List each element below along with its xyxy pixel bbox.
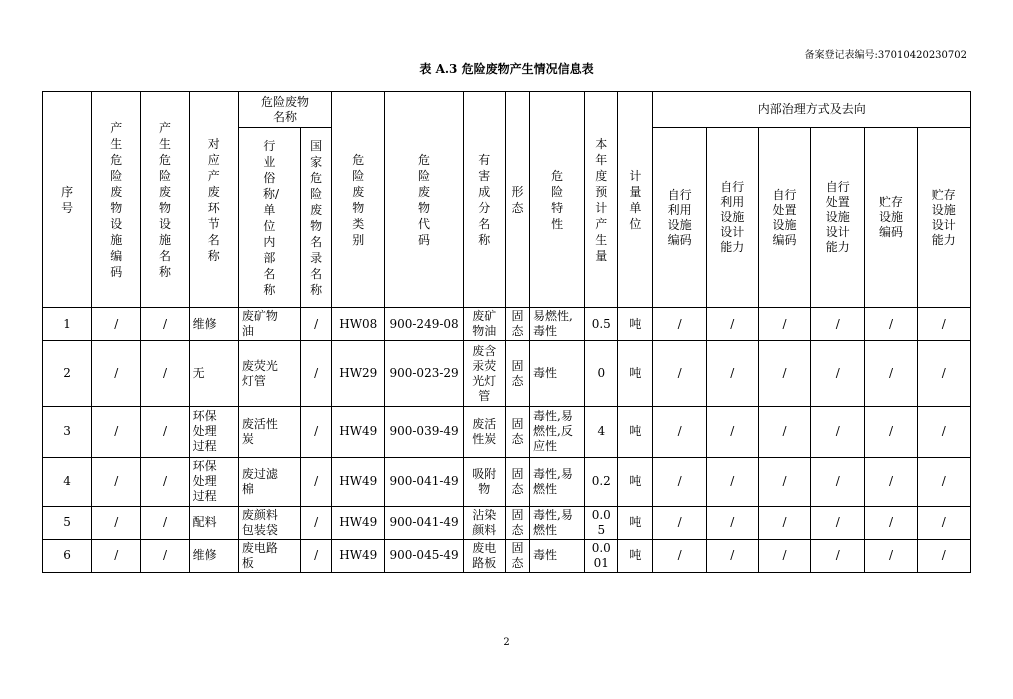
cell-c3: / bbox=[758, 539, 810, 572]
cell-seq: 6 bbox=[43, 539, 92, 572]
header-internal-group: 内部治理方式及去向 bbox=[653, 92, 971, 128]
cell-c6: / bbox=[917, 308, 970, 341]
cell-seq: 1 bbox=[43, 308, 92, 341]
cell-harmful: 废含汞荧光灯管 bbox=[463, 341, 505, 407]
header-facility-code: 产生危险废物设施编码 bbox=[92, 92, 141, 308]
cell-seq: 3 bbox=[43, 407, 92, 457]
header-property: 危险特性 bbox=[530, 92, 585, 308]
cell-c1: / bbox=[653, 308, 706, 341]
cell-c1: / bbox=[653, 539, 706, 572]
cell-c6: / bbox=[917, 457, 970, 506]
cell-harmful: 废电路板 bbox=[463, 539, 505, 572]
cell-facility-code: / bbox=[92, 341, 141, 407]
table-row bbox=[43, 539, 971, 572]
header-facility-name: 产生危险废物设施名称 bbox=[141, 92, 189, 308]
cell-annual: 0.5 bbox=[585, 308, 618, 341]
table-row bbox=[43, 341, 971, 407]
cell-form: 固态 bbox=[505, 539, 529, 572]
cell-c2: / bbox=[706, 539, 758, 572]
cell-process: 配料 bbox=[189, 506, 238, 539]
table-row bbox=[43, 506, 971, 539]
cell-common-name: 废荧光灯管 bbox=[238, 341, 300, 407]
header-common-name: 行业俗称/单位内部名称 bbox=[238, 128, 300, 308]
cell-code: 900-041-49 bbox=[385, 506, 463, 539]
cell-c2: / bbox=[706, 308, 758, 341]
header-seq: 序号 bbox=[43, 92, 92, 308]
cell-seq: 5 bbox=[43, 506, 92, 539]
header-self-dispose-code: 自行处置设施编码 bbox=[758, 128, 810, 308]
cell-facility-name: / bbox=[141, 539, 189, 572]
cell-c2: / bbox=[706, 341, 758, 407]
cell-form: 固态 bbox=[505, 341, 529, 407]
page-number: 2 bbox=[503, 637, 510, 648]
cell-common-name: 废电路板 bbox=[238, 539, 300, 572]
hazardous-waste-table bbox=[42, 91, 971, 573]
cell-c2: / bbox=[706, 506, 758, 539]
cell-process: 环保处理过程 bbox=[189, 457, 238, 506]
cell-c3: / bbox=[758, 457, 810, 506]
cell-unit: 吨 bbox=[618, 539, 653, 572]
cell-c2: / bbox=[706, 407, 758, 457]
cell-c4: / bbox=[811, 539, 865, 572]
cell-seq: 2 bbox=[43, 341, 92, 407]
cell-facility-name: / bbox=[141, 308, 189, 341]
cell-c3: / bbox=[758, 341, 810, 407]
header-harmful: 有害成分名称 bbox=[463, 92, 505, 308]
cell-c4: / bbox=[811, 506, 865, 539]
cell-property: 毒性 bbox=[530, 539, 585, 572]
cell-c4: / bbox=[811, 407, 865, 457]
cell-form: 固态 bbox=[505, 506, 529, 539]
cell-annual: 4 bbox=[585, 407, 618, 457]
cell-common-name: 废过滤棉 bbox=[238, 457, 300, 506]
cell-facility-code: / bbox=[92, 308, 141, 341]
cell-c2: / bbox=[706, 457, 758, 506]
cell-facility-name: / bbox=[141, 457, 189, 506]
header-code: 危险废物代码 bbox=[385, 92, 463, 308]
cell-unit: 吨 bbox=[618, 457, 653, 506]
header-process: 对应产废环节名称 bbox=[189, 92, 238, 308]
cell-unit: 吨 bbox=[618, 341, 653, 407]
cell-harmful: 废活性炭 bbox=[463, 407, 505, 457]
cell-code: 900-045-49 bbox=[385, 539, 463, 572]
cell-c1: / bbox=[653, 341, 706, 407]
cell-category: HW29 bbox=[332, 341, 385, 407]
cell-national-name: / bbox=[301, 308, 332, 341]
cell-c4: / bbox=[811, 341, 865, 407]
cell-harmful: 沾染颜料 bbox=[463, 506, 505, 539]
cell-facility-name: / bbox=[141, 506, 189, 539]
cell-national-name: / bbox=[301, 407, 332, 457]
cell-code: 900-023-29 bbox=[385, 341, 463, 407]
cell-c5: / bbox=[865, 457, 917, 506]
cell-process: 环保处理过程 bbox=[189, 407, 238, 457]
cell-c3: / bbox=[758, 506, 810, 539]
cell-form: 固态 bbox=[505, 308, 529, 341]
cell-facility-name: / bbox=[141, 341, 189, 407]
cell-property: 毒性,易燃性 bbox=[530, 506, 585, 539]
cell-harmful: 废矿物油 bbox=[463, 308, 505, 341]
cell-national-name: / bbox=[301, 506, 332, 539]
cell-seq: 4 bbox=[43, 457, 92, 506]
cell-national-name: / bbox=[301, 341, 332, 407]
cell-category: HW08 bbox=[332, 308, 385, 341]
cell-code: 900-249-08 bbox=[385, 308, 463, 341]
cell-common-name: 废颜料包装袋 bbox=[238, 506, 300, 539]
cell-c5: / bbox=[865, 539, 917, 572]
cell-c3: / bbox=[758, 407, 810, 457]
cell-c4: / bbox=[811, 308, 865, 341]
header-waste-name-group: 危险废物名称 bbox=[238, 92, 331, 128]
cell-category: HW49 bbox=[332, 539, 385, 572]
cell-process: 维修 bbox=[189, 308, 238, 341]
cell-category: HW49 bbox=[332, 407, 385, 457]
cell-property: 易燃性,毒性 bbox=[530, 308, 585, 341]
header-self-use-cap: 自行利用设施设计能力 bbox=[706, 128, 758, 308]
cell-c5: / bbox=[865, 308, 917, 341]
cell-form: 固态 bbox=[505, 407, 529, 457]
cell-common-name: 废矿物油 bbox=[238, 308, 300, 341]
cell-c3: / bbox=[758, 308, 810, 341]
cell-c6: / bbox=[917, 539, 970, 572]
cell-c5: / bbox=[865, 407, 917, 457]
table-row bbox=[43, 457, 971, 506]
cell-code: 900-039-49 bbox=[385, 407, 463, 457]
header-unit: 计量单位 bbox=[618, 92, 653, 308]
cell-c6: / bbox=[917, 341, 970, 407]
cell-annual: 0.05 bbox=[585, 506, 618, 539]
header-self-use-code: 自行利用设施编码 bbox=[653, 128, 706, 308]
cell-category: HW49 bbox=[332, 457, 385, 506]
header-form: 形态 bbox=[505, 92, 529, 308]
cell-property: 毒性,易燃性,反应性 bbox=[530, 407, 585, 457]
cell-c1: / bbox=[653, 407, 706, 457]
cell-property: 毒性,易燃性 bbox=[530, 457, 585, 506]
cell-c5: / bbox=[865, 341, 917, 407]
table-title: 表 A.3 危险废物产生情况信息表 bbox=[419, 62, 594, 76]
cell-national-name: / bbox=[301, 539, 332, 572]
cell-c5: / bbox=[865, 506, 917, 539]
cell-c1: / bbox=[653, 506, 706, 539]
cell-facility-code: / bbox=[92, 457, 141, 506]
header-category: 危险废物类别 bbox=[332, 92, 385, 308]
cell-facility-code: / bbox=[92, 407, 141, 457]
cell-facility-code: / bbox=[92, 506, 141, 539]
cell-process: 维修 bbox=[189, 539, 238, 572]
cell-facility-code: / bbox=[92, 539, 141, 572]
cell-c1: / bbox=[653, 457, 706, 506]
header-self-dispose-cap: 自行处置设施设计能力 bbox=[811, 128, 865, 308]
cell-c6: / bbox=[917, 407, 970, 457]
cell-annual: 0.2 bbox=[585, 457, 618, 506]
header-annual: 本年度预计产生量 bbox=[585, 92, 618, 308]
table-row bbox=[43, 407, 971, 457]
cell-national-name: / bbox=[301, 457, 332, 506]
cell-facility-name: / bbox=[141, 407, 189, 457]
cell-unit: 吨 bbox=[618, 506, 653, 539]
header-storage-cap: 贮存设施设计能力 bbox=[917, 128, 970, 308]
cell-process: 无 bbox=[189, 341, 238, 407]
cell-category: HW49 bbox=[332, 506, 385, 539]
cell-annual: 0 bbox=[585, 341, 618, 407]
header-storage-code: 贮存设施编码 bbox=[865, 128, 917, 308]
header-national-name: 国家危险废物名录名称 bbox=[301, 128, 332, 308]
cell-c6: / bbox=[917, 506, 970, 539]
table-row bbox=[43, 308, 971, 341]
cell-common-name: 废活性炭 bbox=[238, 407, 300, 457]
filing-number: 备案登记表编号:37010420230702 bbox=[804, 50, 967, 61]
cell-unit: 吨 bbox=[618, 308, 653, 341]
cell-property: 毒性 bbox=[530, 341, 585, 407]
cell-unit: 吨 bbox=[618, 407, 653, 457]
cell-code: 900-041-49 bbox=[385, 457, 463, 506]
cell-annual: 0.001 bbox=[585, 539, 618, 572]
cell-c4: / bbox=[811, 457, 865, 506]
cell-form: 固态 bbox=[505, 457, 529, 506]
cell-harmful: 吸附物 bbox=[463, 457, 505, 506]
